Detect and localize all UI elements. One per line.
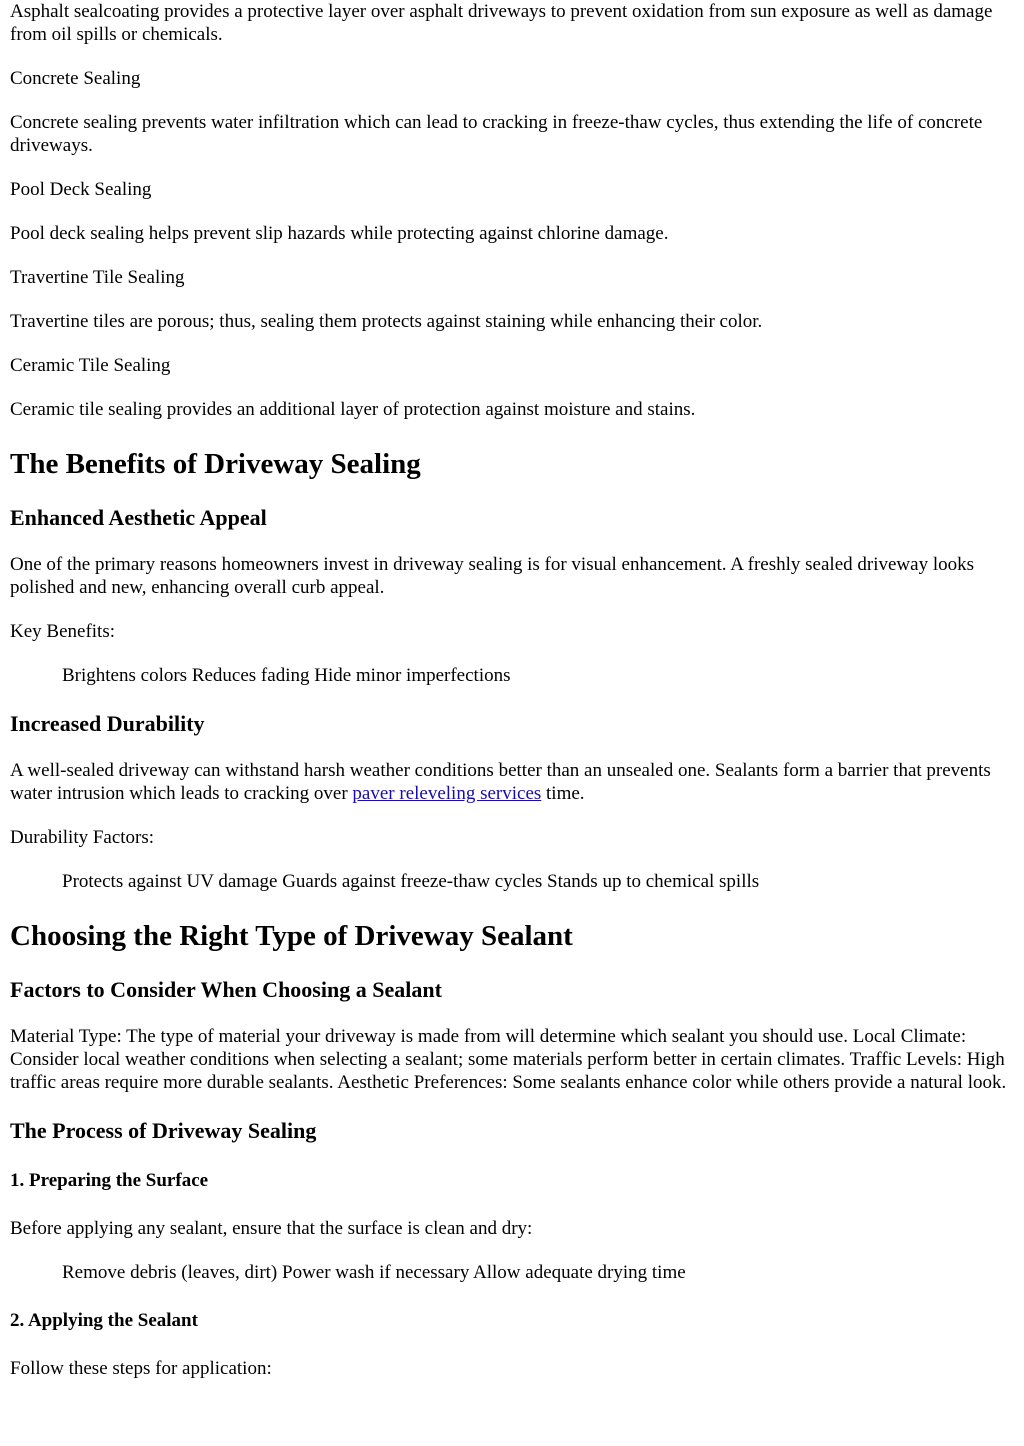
paragraph-durability	[10, 759, 1014, 805]
label-pool-deck-sealing: Pool Deck Sealing	[10, 179, 152, 200]
paragraph-aesthetic: One of the primary reasons homeowners invest in driveway sealing is for visual enhancement. A freshly sealed driveway looks polished and new, enhancing overall curb appeal.	[10, 554, 974, 598]
heading-benefits: The Benefits of Driveway Sealing	[10, 448, 421, 480]
paragraph-concrete: Concrete sealing prevents water infiltration which can lead to cracking in freeze-thaw cycles, thus extending the life of concrete driveways.	[10, 112, 983, 156]
paragraph-pool: Pool deck sealing helps prevent slip hazards while protecting against chlorine damage.	[10, 223, 669, 244]
step-heading-preparing: 1. Preparing the Surface	[10, 1170, 209, 1191]
list-durability-factors: Protects against UV damage Guards against freeze-thaw cycles Stands up to chemical spills	[62, 871, 760, 892]
subheading-durability: Increased Durability	[10, 711, 205, 736]
heading-choosing-sealant: Choosing the Right Type of Driveway Sealant	[10, 920, 573, 952]
paragraph-preparing: Before applying any sealant, ensure that the surface is clean and dry:	[10, 1218, 533, 1239]
paragraph-asphalt: Asphalt sealcoating provides a protective layer over asphalt driveways to prevent oxidation from sun exposure as well as damage from oil spills or chemicals.	[10, 1, 993, 45]
paragraph-travertine: Travertine tiles are porous; thus, sealing them protects against staining while enhancing their color.	[10, 311, 763, 332]
paragraph-durability-text: A well-sealed driveway can withstand harsh weather conditions better than an unsealed one. Sealants form a barrier that prevents water intrusion which leads to cracking over	[10, 760, 991, 804]
label-durability-factors: Durability Factors:	[10, 827, 155, 848]
label-concrete-sealing: Concrete Sealing	[10, 68, 141, 89]
label-ceramic-sealing: Ceramic Tile Sealing	[10, 355, 171, 376]
label-travertine-sealing: Travertine Tile Sealing	[10, 267, 185, 288]
paragraph-applying: Follow these steps for application:	[10, 1358, 272, 1379]
list-key-benefits: Brightens colors Reduces fading Hide minor imperfections	[62, 665, 511, 686]
subheading-factors: Factors to Consider When Choosing a Sealant	[10, 977, 442, 1002]
subheading-process: The Process of Driveway Sealing	[10, 1118, 317, 1143]
subheading-aesthetic: Enhanced Aesthetic Appeal	[10, 505, 267, 530]
paragraph-durability-tail: time.	[541, 783, 585, 804]
step-heading-applying: 2. Applying the Sealant	[10, 1310, 198, 1331]
paragraph-ceramic: Ceramic tile sealing provides an additional layer of protection against moisture and stains.	[10, 399, 696, 420]
list-preparing: Remove debris (leaves, dirt) Power wash if necessary Allow adequate drying time	[62, 1262, 686, 1283]
paragraph-factors: Material Type: The type of material your driveway is made from will determine which sealant you should use. Local Climate: Consider local weather conditions when selecting a sealant; some materials perform better in certain climates. Traffic Levels: High traffic areas require more durable sealants. Aesthetic Preferences: Some sealants enhance color while others provide a natural look.	[10, 1026, 1007, 1093]
label-key-benefits: Key Benefits:	[10, 621, 116, 642]
paver-releveling-link[interactable]: paver releveling services	[352, 783, 542, 804]
